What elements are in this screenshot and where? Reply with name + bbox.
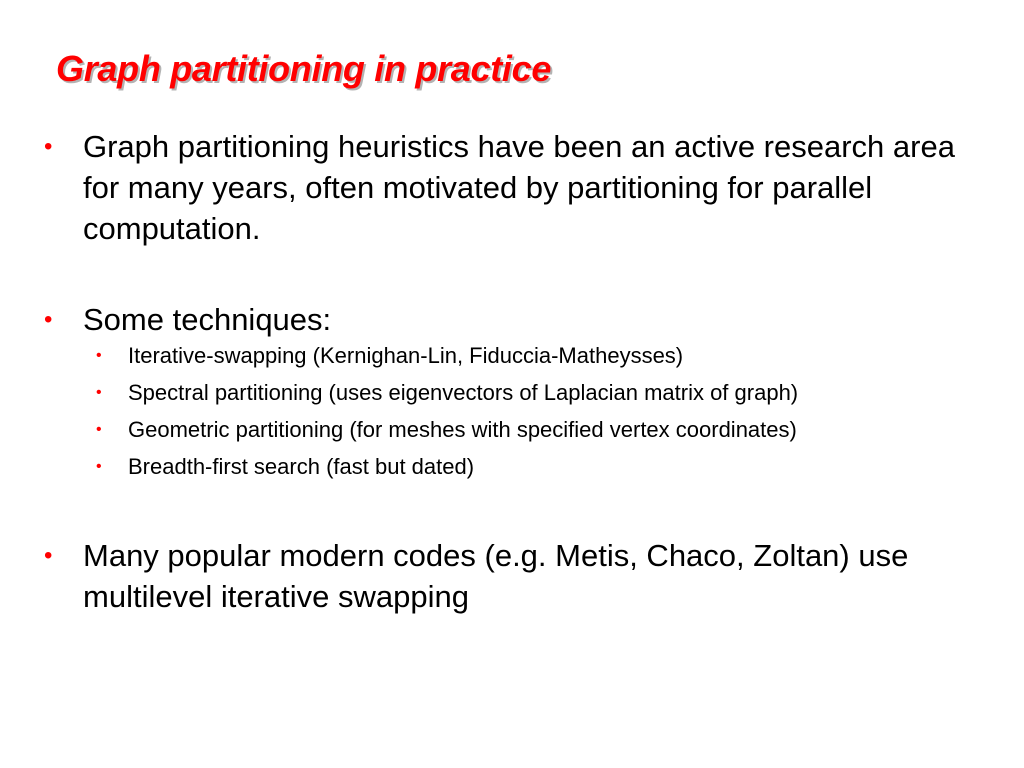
bullet-item-techniques	[44, 299, 974, 340]
slide-title: Graph partitioning in practice	[56, 48, 552, 89]
bullet-item-research	[44, 126, 974, 249]
subbullet-text: Geometric partitioning (for meshes with specified vertex coordinates)	[128, 417, 797, 442]
bullet-dot: •	[44, 133, 53, 160]
bullet-dot: •	[44, 306, 53, 333]
subbullet-item-breadth-first	[96, 454, 976, 491]
bullet-text: Many popular modern codes (e.g. Metis, Chaco, Zoltan) use multilevel iterative swapping	[83, 538, 909, 614]
subbullet-item-geometric	[96, 417, 976, 454]
subbullet-item-iterative-swapping	[96, 343, 976, 380]
subbullet-text: Iterative-swapping (Kernighan-Lin, Fiduccia-Matheysses)	[128, 343, 684, 368]
bullet-dot: •	[44, 542, 53, 569]
bullet-text: Some techniques:	[83, 302, 332, 337]
bullet-text: Graph partitioning heuristics have been an active research area for many years, often motivated by partitioning for parallel computation.	[83, 129, 955, 246]
subbullet-text: Spectral partitioning (uses eigenvectors of Laplacian matrix of graph)	[128, 380, 799, 405]
subbullet-dot: •	[96, 421, 102, 438]
bullet-item-modern-codes	[44, 535, 974, 617]
techniques-sublist	[96, 343, 976, 491]
subbullet-dot: •	[96, 384, 102, 401]
subbullet-dot: •	[96, 347, 102, 364]
subbullet-dot: •	[96, 458, 102, 475]
subbullet-item-spectral	[96, 380, 976, 417]
subbullet-text: Breadth-first search (fast but dated)	[128, 454, 475, 479]
